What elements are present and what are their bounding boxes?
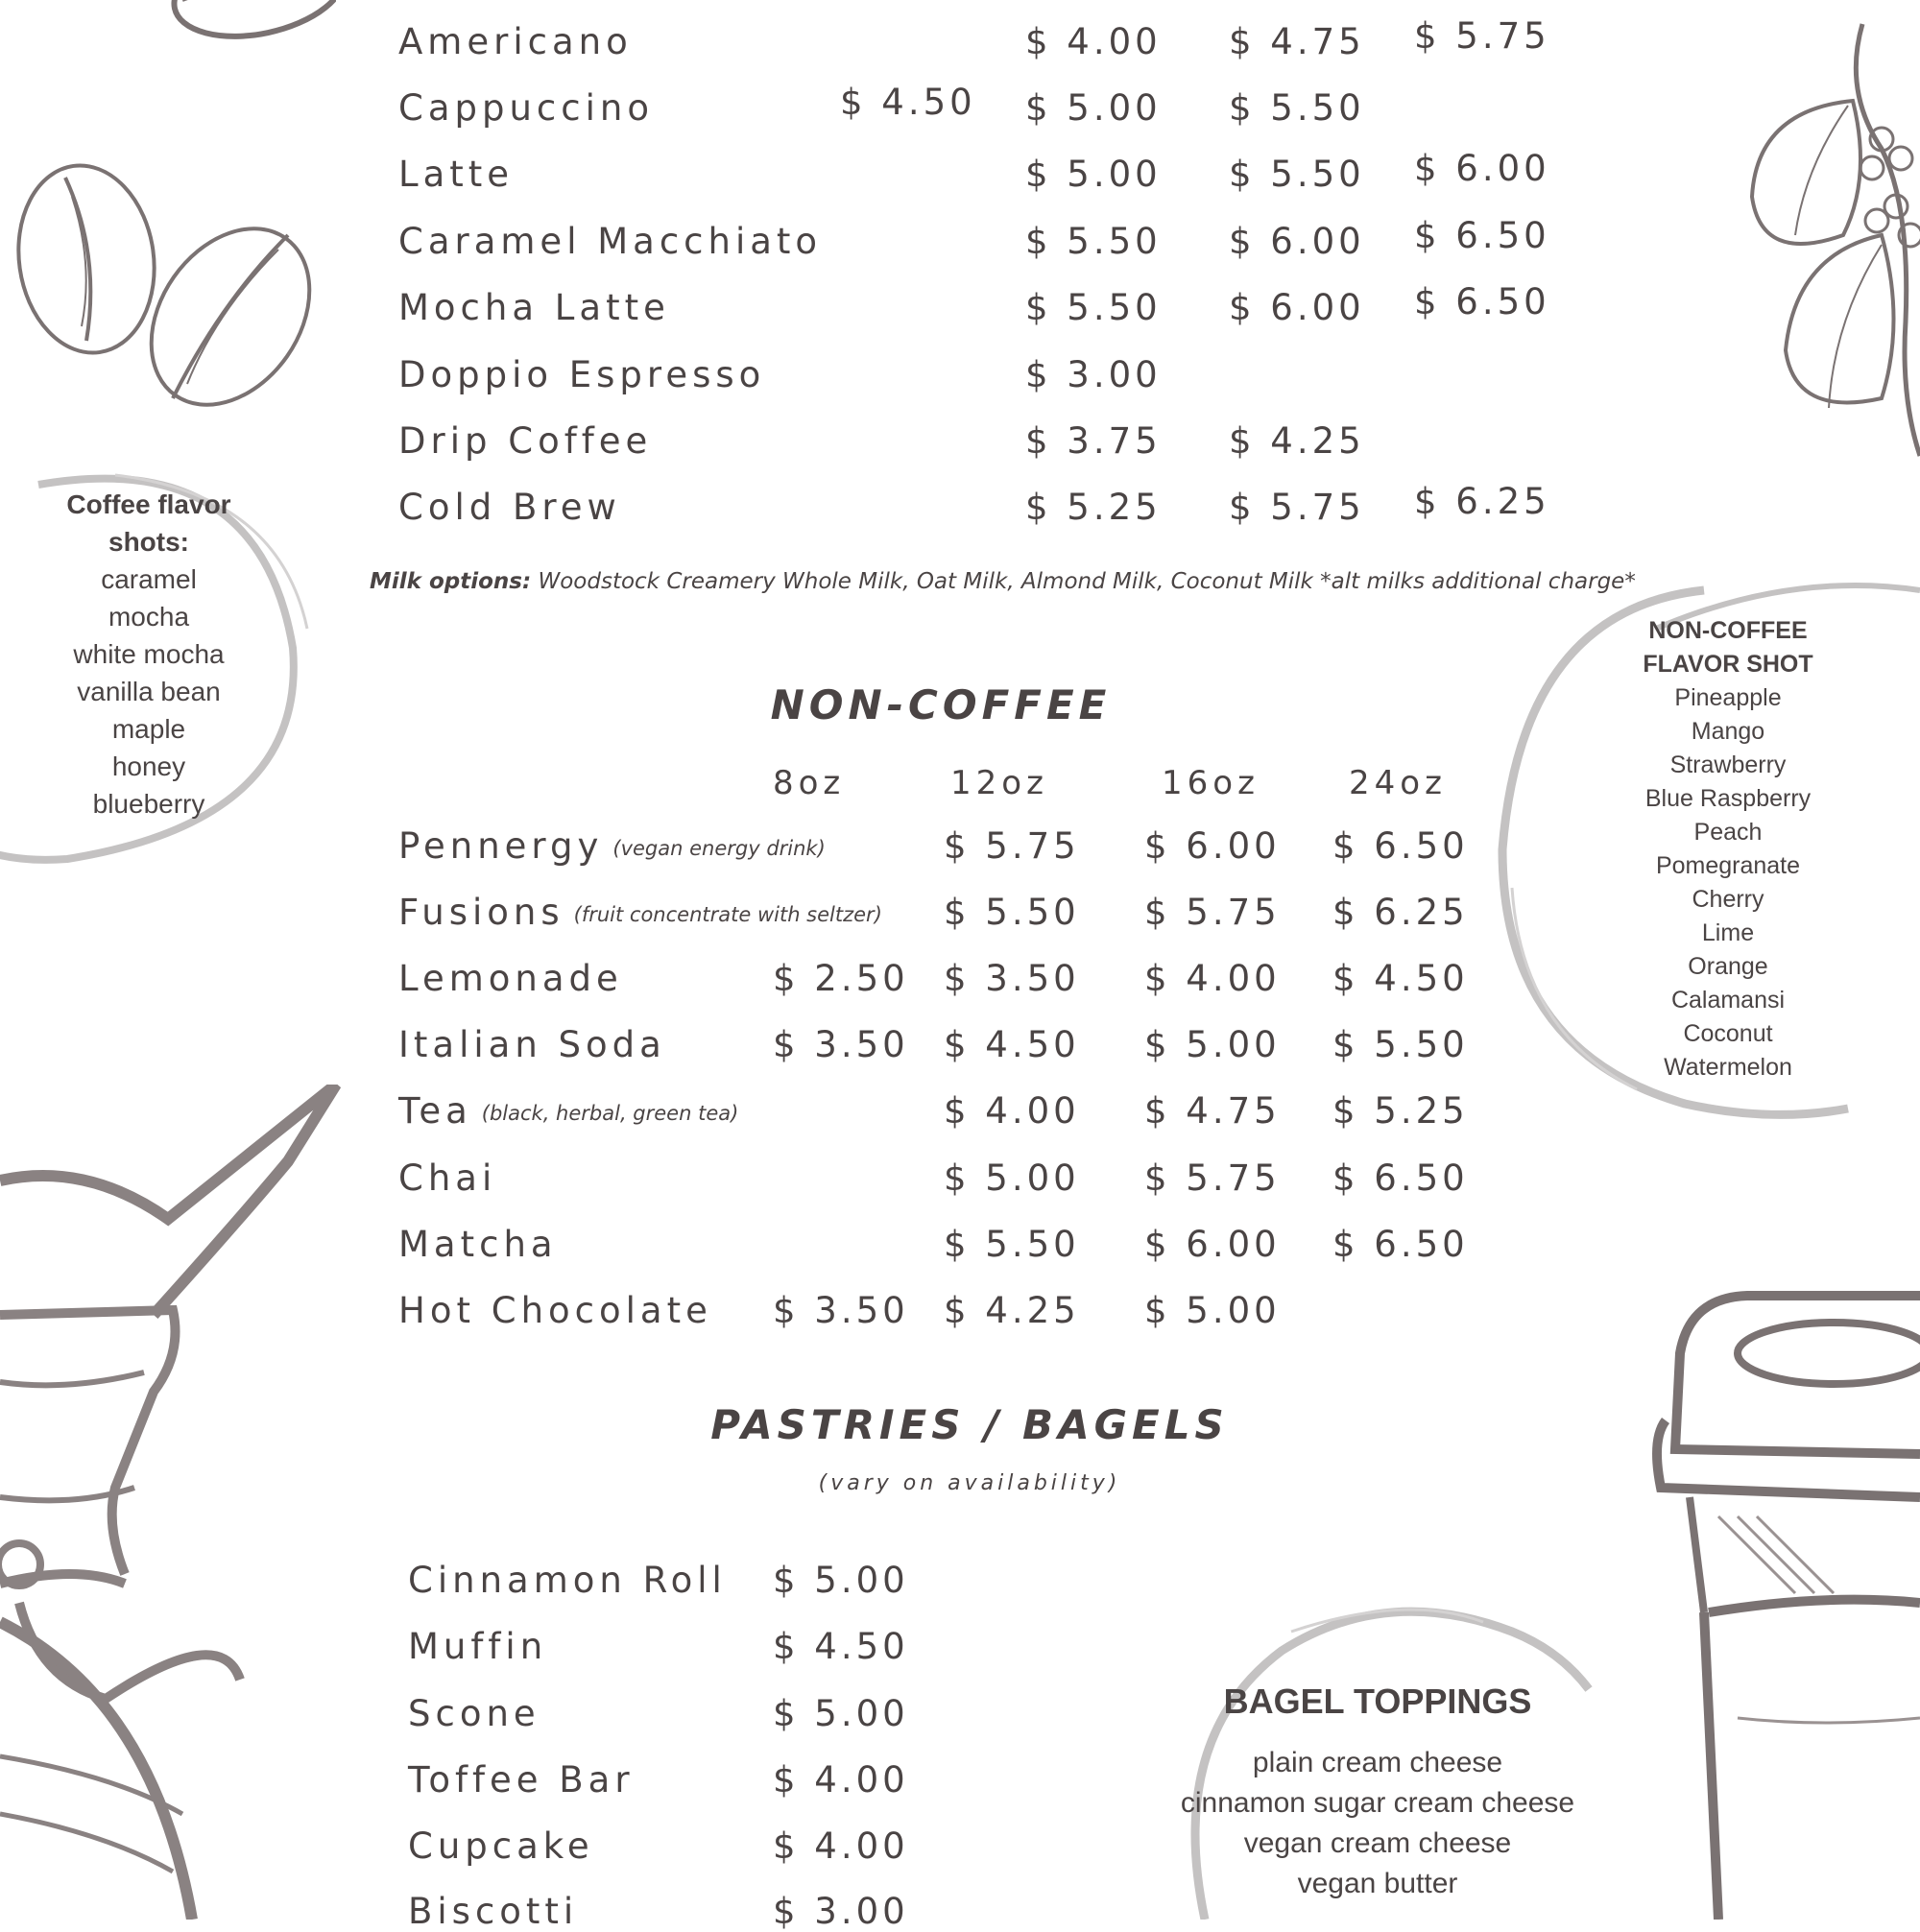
noncoffee-price-16oz: $ 5.75 <box>1144 1157 1281 1199</box>
noncoffee-price-12oz: $ 3.50 <box>944 958 1080 999</box>
coffee-item-name: Doppio Espresso <box>398 354 766 395</box>
size-header-24oz: 24oz <box>1349 764 1447 802</box>
noncoffee-flavor-item: Calamansi <box>1670 987 1786 1014</box>
noncoffee-price-12oz: $ 4.00 <box>944 1090 1080 1132</box>
noncoffee-item-name: Chai <box>398 1157 497 1199</box>
milk-options-note <box>370 569 1636 594</box>
size-header-12oz: 12oz <box>950 764 1048 802</box>
noncoffee-flavor-item: Strawberry <box>1669 751 1787 778</box>
bagel-topping-item: cinnamon sugar cream cheese <box>1180 1787 1575 1819</box>
noncoffee-item-note: (vegan energy drink) <box>612 836 826 860</box>
noncoffee-price-16oz: $ 5.00 <box>1144 1290 1281 1331</box>
noncoffee-item <box>398 892 882 933</box>
noncoffee-item <box>398 825 826 867</box>
milk-options-text: Woodstock Creamery Whole Milk, Oat Milk, Almond Milk, Coconut Milk *alt milks additional charge* <box>531 569 1636 594</box>
pastry-price: $ 5.00 <box>773 1560 909 1601</box>
noncoffee-flavor-item: Coconut <box>1683 1020 1773 1047</box>
coffee-flavor-item: mocha <box>108 602 190 632</box>
pastry-price: $ 5.00 <box>773 1693 909 1734</box>
noncoffee-item-name: Tea <box>398 1090 472 1132</box>
noncoffee-price-12oz: $ 5.50 <box>944 892 1080 933</box>
pastry-price: $ 4.00 <box>773 1759 909 1801</box>
noncoffee-price-12oz: $ 5.00 <box>944 1157 1080 1199</box>
noncoffee-price-12oz: $ 5.75 <box>944 825 1080 867</box>
coffee-price-medium: $ 5.75 <box>1229 487 1365 528</box>
coffee-item-name: Drip Coffee <box>398 420 653 462</box>
size-header-16oz: 16oz <box>1162 764 1260 802</box>
noncoffee-flavor-title-line2: FLAVOR SHOT <box>1643 651 1813 678</box>
noncoffee-item-name: Pennergy <box>398 825 604 867</box>
noncoffee-item <box>398 958 623 999</box>
coffee-item-name: Cappuccino <box>398 87 654 129</box>
coffee-flavor-item: honey <box>111 751 186 781</box>
noncoffee-price-12oz: $ 4.50 <box>944 1024 1080 1065</box>
pastry-price: $ 4.00 <box>773 1825 909 1867</box>
milk-options-label: Milk options: <box>370 569 532 594</box>
coffee-flavor-item: blueberry <box>92 789 205 819</box>
noncoffee-price-16oz: $ 5.75 <box>1144 892 1281 933</box>
bagel-topping-item: vegan butter <box>1297 1868 1458 1899</box>
coffee-price-extra-small: $ 4.50 <box>840 82 976 123</box>
noncoffee-item <box>398 1224 558 1265</box>
coffee-beans-icon <box>10 158 317 417</box>
noncoffee-item-name: Fusions <box>398 892 564 933</box>
noncoffee-price-16oz: $ 4.00 <box>1144 958 1281 999</box>
coffee-item-name: Mocha Latte <box>398 287 670 328</box>
pastry-price: $ 4.50 <box>773 1626 909 1667</box>
noncoffee-item-note: (fruit concentrate with seltzer) <box>573 902 882 926</box>
pastry-item-name: Scone <box>408 1693 540 1734</box>
noncoffee-flavor-shots-box <box>1613 614 1843 1085</box>
noncoffee-item <box>398 1024 666 1065</box>
noncoffee-flavor-item: Mango <box>1691 718 1765 745</box>
noncoffee-item <box>398 1290 712 1331</box>
coffee-flavor-item: maple <box>111 714 186 744</box>
coffee-branch-icon <box>1738 14 1920 465</box>
noncoffee-price-24oz: $ 6.50 <box>1332 1157 1469 1199</box>
coffee-price-small: $ 3.75 <box>1025 420 1162 462</box>
bagel-topping-item: plain cream cheese <box>1252 1747 1503 1778</box>
to-go-cup-icon <box>1632 1286 1920 1920</box>
coffee-price-large: $ 6.50 <box>1414 215 1550 256</box>
coffee-price-small: $ 5.00 <box>1025 87 1162 129</box>
coffee-price-large: $ 5.75 <box>1414 15 1550 57</box>
coffee-bean-top-left-icon <box>115 0 336 67</box>
coffee-price-small: $ 5.25 <box>1025 487 1162 528</box>
coffee-price-small: $ 5.50 <box>1025 287 1162 328</box>
noncoffee-price-24oz: $ 6.25 <box>1332 892 1469 933</box>
noncoffee-item-note: (black, herbal, green tea) <box>481 1101 739 1125</box>
noncoffee-price-24oz: $ 5.50 <box>1332 1024 1469 1065</box>
noncoffee-flavor-item: Blue Raspberry <box>1644 785 1812 812</box>
coffee-flavor-title-line2: shots: <box>108 527 189 557</box>
noncoffee-item-name: Lemonade <box>398 958 623 999</box>
pastry-item-name: Cinnamon Roll <box>408 1560 727 1601</box>
coffee-price-medium: $ 5.50 <box>1229 87 1365 129</box>
pastries-subheading: (vary on availability) <box>818 1471 1121 1495</box>
bagel-toppings-title: BAGEL TOPPINGS <box>1223 1682 1532 1721</box>
noncoffee-flavor-item: Pomegranate <box>1655 852 1801 879</box>
coffee-flavor-item: caramel <box>101 564 197 594</box>
coffee-price-large: $ 6.50 <box>1414 281 1550 322</box>
pastries-heading: PASTRIES / BAGELS <box>710 1401 1229 1448</box>
noncoffee-price-16oz: $ 6.00 <box>1144 825 1281 867</box>
bagel-toppings-box <box>1166 1682 1589 1904</box>
coffee-item-name: Latte <box>398 154 515 195</box>
coffee-price-medium: $ 6.00 <box>1229 287 1365 328</box>
coffee-price-small: $ 4.00 <box>1025 21 1162 62</box>
noncoffee-item-name: Italian Soda <box>398 1024 666 1065</box>
noncoffee-price-16oz: $ 6.00 <box>1144 1224 1281 1265</box>
coffee-price-large: $ 6.00 <box>1414 148 1550 189</box>
coffee-item-name: Cold Brew <box>398 487 621 528</box>
coffee-price-large: $ 6.25 <box>1414 481 1550 522</box>
size-header-8oz: 8oz <box>773 764 846 802</box>
coffee-price-small: $ 5.50 <box>1025 221 1162 262</box>
noncoffee-price-24oz: $ 5.25 <box>1332 1090 1469 1132</box>
coffee-item-name: Americano <box>398 21 633 62</box>
pastry-item-name: Toffee Bar <box>408 1759 635 1801</box>
noncoffee-price-8oz: $ 3.50 <box>773 1024 909 1065</box>
noncoffee-flavor-item: Peach <box>1693 819 1763 846</box>
coffee-flavor-shots-box <box>38 486 259 823</box>
pastry-price: $ 3.00 <box>773 1891 909 1932</box>
noncoffee-price-8oz: $ 2.50 <box>773 958 909 999</box>
noncoffee-heading: NON-COFFEE <box>770 681 1112 728</box>
coffee-flavor-title-line1: Coffee flavor <box>66 489 231 519</box>
bagel-topping-item: vegan cream cheese <box>1243 1827 1512 1859</box>
noncoffee-flavor-item: Lime <box>1701 919 1755 946</box>
noncoffee-flavor-title-line1: NON-COFFEE <box>1648 617 1808 644</box>
noncoffee-flavor-item: Cherry <box>1692 886 1764 913</box>
noncoffee-price-8oz: $ 3.50 <box>773 1290 909 1331</box>
noncoffee-item-name: Matcha <box>398 1224 558 1265</box>
noncoffee-item <box>398 1090 738 1132</box>
noncoffee-price-16oz: $ 5.00 <box>1144 1024 1281 1065</box>
noncoffee-price-24oz: $ 6.50 <box>1332 1224 1469 1265</box>
noncoffee-price-24oz: $ 4.50 <box>1332 958 1469 999</box>
coffee-price-medium: $ 6.00 <box>1229 221 1365 262</box>
coffee-price-medium: $ 5.50 <box>1229 154 1365 195</box>
coffee-price-medium: $ 4.25 <box>1229 420 1365 462</box>
noncoffee-price-24oz: $ 6.50 <box>1332 825 1469 867</box>
pastry-item-name: Biscotti <box>408 1891 579 1932</box>
coffee-price-small: $ 3.00 <box>1025 354 1162 395</box>
noncoffee-item <box>398 1157 496 1199</box>
coffee-flavor-item: vanilla bean <box>77 677 221 706</box>
noncoffee-price-12oz: $ 4.25 <box>944 1290 1080 1331</box>
noncoffee-item-name: Hot Chocolate <box>398 1290 712 1331</box>
coffee-flavor-item: white mocha <box>73 639 225 669</box>
noncoffee-price-12oz: $ 5.50 <box>944 1224 1080 1265</box>
pastry-item-name: Cupcake <box>408 1825 594 1867</box>
noncoffee-flavor-item: Orange <box>1688 953 1768 980</box>
pour-over-coffee-maker-icon <box>0 1085 346 1920</box>
noncoffee-flavor-item: Watermelon <box>1664 1054 1792 1081</box>
pastry-item-name: Muffin <box>408 1626 548 1667</box>
coffee-price-small: $ 5.00 <box>1025 154 1162 195</box>
noncoffee-price-16oz: $ 4.75 <box>1144 1090 1281 1132</box>
noncoffee-flavor-item: Pineapple <box>1674 684 1782 711</box>
coffee-price-medium: $ 4.75 <box>1229 21 1365 62</box>
coffee-item-name: Caramel Macchiato <box>398 221 823 262</box>
